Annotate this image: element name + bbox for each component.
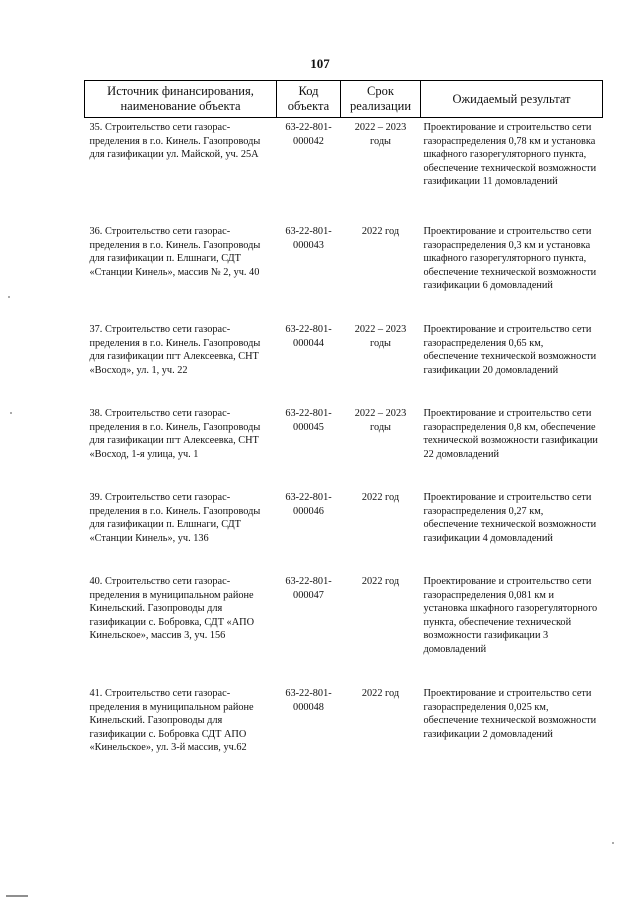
implementation-term: 2022 год: [361, 688, 400, 699]
table-row: [85, 118, 603, 226]
object-code: 63-22-801-000043: [285, 226, 332, 251]
implementation-term: 2022 – 2023 годы: [354, 122, 407, 147]
scan-artifact: [10, 412, 12, 414]
object-code: 63-22-801-000042: [285, 122, 332, 147]
expected-result: Проектирование и строительство сети газораспределения 0,8 км, обеспечение технической возможности газификации 22 домовладений: [423, 408, 598, 460]
table-row: [85, 687, 603, 777]
header-code: Код объекта: [277, 81, 341, 118]
implementation-term: 2022 – 2023 годы: [354, 324, 407, 349]
table-row: [85, 225, 603, 323]
implementation-term: 2022 год: [361, 492, 400, 503]
table-header-row: [85, 81, 603, 118]
object-name: 35. Строительство сети газораспределения в г.о. Кинель. Газопроводы для газификации ул. Майской, уч. 25А: [89, 122, 261, 161]
object-name: 36. Строительство сети газораспределения в г.о. Кинель. Газопроводы для газификации п. Елшнаги, СДТ «Станции Кинель», массив № 2, уч. 40: [89, 226, 261, 278]
object-name: 38. Строительство сети газораспределения в г.о. Кинель, Газопроводы для газификации пгт Алексеевка, СНТ «Восход, 1-я улица, уч. 1: [89, 408, 261, 460]
header-term: Срок реализации: [341, 81, 421, 118]
object-name: 41. Строительство сети газораспределения в муниципальном районе Кинельский. Газопроводы для газификации с. Бобровка СДТ АПО «Кинельское», ул. 3-й массив, уч.62: [89, 688, 254, 754]
implementation-term: 2022 год: [361, 226, 400, 237]
expected-result: Проектирование и строительство сети газораспределения 0,3 км и установка шкафного газорегуляторного пункта, обеспечение технической возможности газификации 6 домовладений: [423, 226, 597, 292]
object-name: 37. Строительство сети газораспределения в г.о. Кинель. Газопроводы для газификации пгт Алексеевка, СНТ «Восход», ул. 1, уч. 22: [89, 324, 261, 376]
expected-result: Проектирование и строительство сети газораспределения 0,65 км, обеспечение технической возможности газификации 20 домовладений: [423, 324, 597, 376]
expected-result: Проектирование и строительство сети газораспределения 0,081 км и установка шкафного газорегуляторного пункта, обеспечение технической возможности газификации 3 домовладений: [423, 576, 598, 655]
table-row: [85, 407, 603, 491]
header-source: Источник финансирования, наименование объекта: [85, 81, 277, 118]
table-row: [85, 575, 603, 687]
object-code: 63-22-801-000046: [285, 492, 332, 517]
expected-result: Проектирование и строительство сети газораспределения 0,78 км и установка шкафного газорегуляторного пункта, обеспечение технической возможности газификации 11 домовладений: [423, 122, 597, 188]
object-name: 40. Строительство сети газораспределения в муниципальном районе Кинельский. Газопроводы для газификации с. Бобровка, СДТ «АПО Кинельское», массив 3, уч. 156: [89, 576, 255, 642]
expected-result: Проектирование и строительство сети газораспределения 0,025 км, обеспечение технической возможности газификации 2 домовладений: [423, 688, 597, 740]
page-number: 107: [310, 56, 330, 71]
scan-artifact: [6, 895, 28, 897]
scan-artifact: [612, 842, 614, 844]
scan-artifact: [8, 296, 10, 298]
financing-table: [84, 80, 603, 777]
object-name: 39. Строительство сети газораспределения в г.о. Кинель. Газопроводы для газификации п. Елшнаги, СДТ «Станции Кинель», уч. 136: [89, 492, 261, 544]
expected-result: Проектирование и строительство сети газораспределения 0,27 км, обеспечение технической возможности газификации 4 домовладений: [423, 492, 597, 544]
header-result: Ожидаемый результат: [421, 81, 603, 118]
implementation-term: 2022 год: [361, 576, 400, 587]
object-code: 63-22-801-000045: [285, 408, 332, 433]
object-code: 63-22-801-000048: [285, 688, 332, 713]
object-code: 63-22-801-000047: [285, 576, 332, 601]
implementation-term: 2022 – 2023 годы: [354, 408, 407, 433]
object-code: 63-22-801-000044: [285, 324, 332, 349]
table-row: [85, 491, 603, 575]
table-row: [85, 323, 603, 407]
